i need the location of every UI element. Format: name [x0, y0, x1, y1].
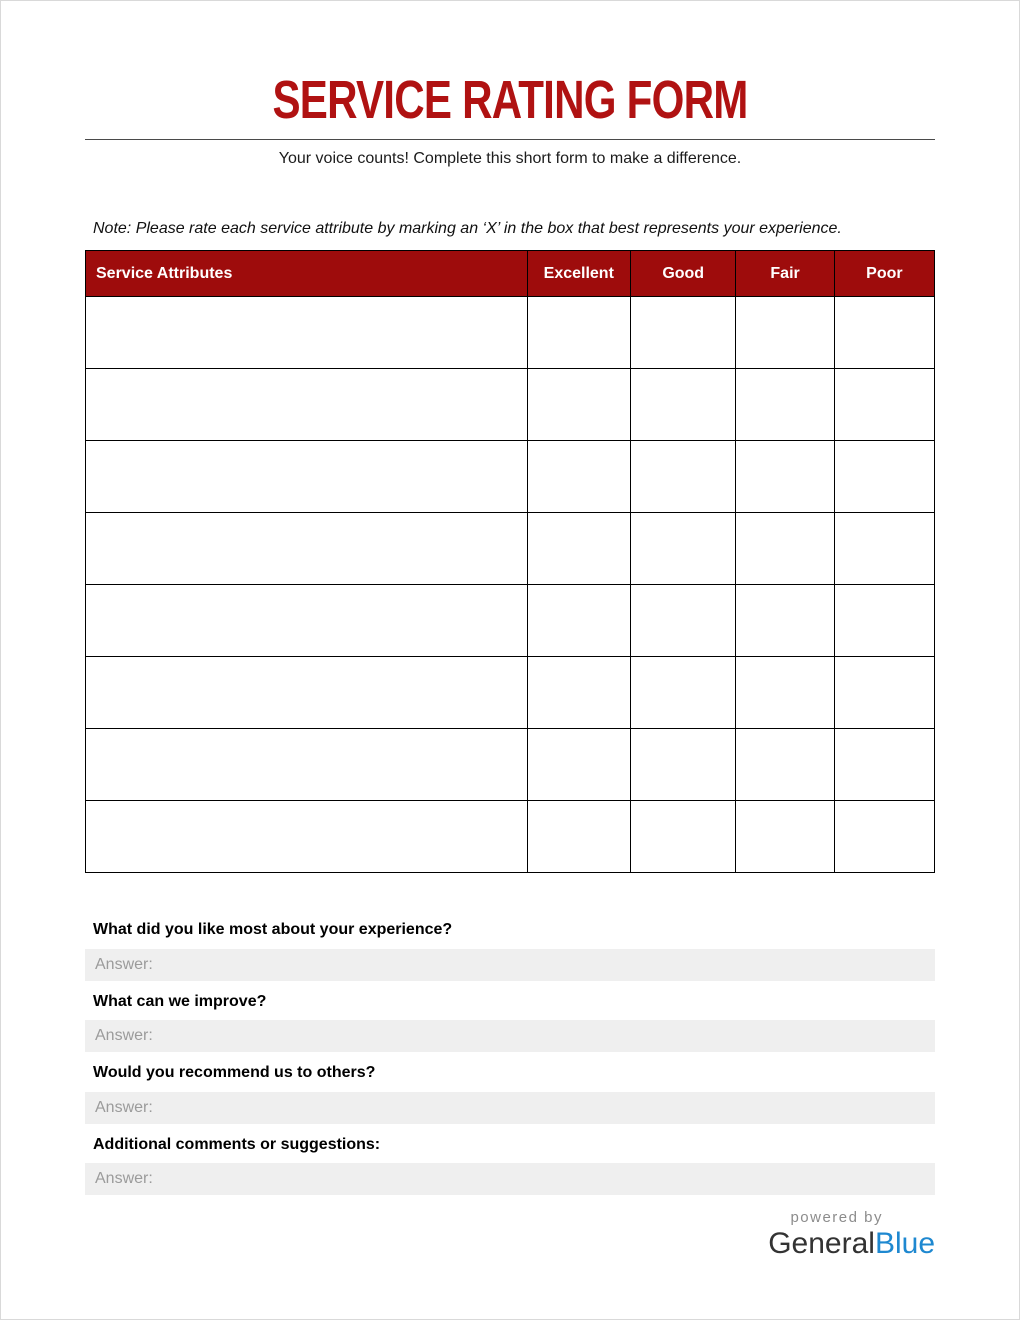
title-divider	[85, 139, 935, 140]
question-label-recommend: Would you recommend us to others?	[93, 1064, 376, 1082]
rating-cell-good[interactable]	[631, 729, 736, 801]
footer-brand	[85, 1209, 935, 1260]
column-header-service-attributes: Service Attributes	[86, 251, 528, 297]
rating-cell-fair[interactable]	[736, 585, 834, 657]
rating-cell-excellent[interactable]	[527, 297, 631, 369]
rating-cell-good[interactable]	[631, 513, 736, 585]
rating-cell-fair[interactable]	[736, 729, 834, 801]
rating-cell-excellent[interactable]	[527, 369, 631, 441]
attribute-cell[interactable]	[86, 585, 528, 657]
question-label-comments: Additional comments or suggestions:	[93, 1135, 381, 1153]
rating-cell-fair[interactable]	[736, 801, 834, 873]
rating-cell-fair[interactable]	[736, 297, 834, 369]
question-label-like-most: What did you like most about your experience?	[93, 921, 453, 938]
rating-cell-fair[interactable]	[736, 657, 834, 729]
answer-field-like-most[interactable]: Answer:	[85, 949, 935, 981]
rating-cell-poor[interactable]	[834, 585, 934, 657]
question-label-improve: What can we improve?	[93, 992, 267, 1010]
attribute-cell[interactable]	[86, 657, 528, 729]
rating-cell-excellent[interactable]	[527, 513, 631, 585]
instruction-note: Note: Please rate each service attribute by marking an ‘X’ in the box that best represents your experience.	[93, 220, 842, 237]
rating-cell-good[interactable]	[631, 369, 736, 441]
brand-blue-text: Blue	[874, 1227, 935, 1261]
answer-field-comments[interactable]: Answer:	[85, 1163, 935, 1195]
page-subtitle: Your voice counts! Complete this short form to make a difference.	[278, 150, 742, 167]
table-row	[86, 729, 935, 801]
table-row	[86, 441, 935, 513]
table-row	[86, 585, 935, 657]
answer-field-improve[interactable]: Answer:	[85, 1020, 935, 1052]
rating-cell-good[interactable]	[631, 585, 736, 657]
general-blue-logo	[85, 1227, 935, 1260]
column-header-poor: Poor	[834, 251, 934, 297]
rating-cell-poor[interactable]	[834, 729, 934, 801]
rating-cell-good[interactable]	[631, 441, 736, 513]
attribute-cell[interactable]	[86, 297, 528, 369]
questions-section	[85, 921, 935, 1195]
table-row	[86, 801, 935, 873]
rating-cell-poor[interactable]	[834, 513, 934, 585]
attribute-cell[interactable]	[86, 369, 528, 441]
powered-by-label: powered by	[790, 1209, 883, 1227]
page-content	[85, 70, 935, 1261]
rating-cell-poor[interactable]	[834, 801, 934, 873]
rating-cell-excellent[interactable]	[527, 729, 631, 801]
rating-cell-excellent[interactable]	[527, 801, 631, 873]
table-header-row	[86, 251, 935, 297]
table-row	[86, 513, 935, 585]
attribute-cell[interactable]	[86, 729, 528, 801]
table-row	[86, 657, 935, 729]
attribute-cell[interactable]	[86, 441, 528, 513]
rating-cell-excellent[interactable]	[527, 657, 631, 729]
attribute-cell[interactable]	[86, 513, 528, 585]
rating-cell-fair[interactable]	[736, 441, 834, 513]
rating-cell-fair[interactable]	[736, 369, 834, 441]
rating-table	[85, 250, 935, 873]
rating-cell-poor[interactable]	[834, 369, 934, 441]
attribute-cell[interactable]	[86, 801, 528, 873]
column-header-fair: Fair	[736, 251, 834, 297]
brand-general-text: General	[768, 1227, 875, 1261]
table-row	[86, 297, 935, 369]
rating-cell-good[interactable]	[631, 297, 736, 369]
page-title: SERVICE RATING FORM	[272, 70, 748, 130]
rating-cell-fair[interactable]	[736, 513, 834, 585]
rating-cell-excellent[interactable]	[527, 585, 631, 657]
answer-field-recommend[interactable]: Answer:	[85, 1092, 935, 1124]
table-row	[86, 369, 935, 441]
rating-cell-good[interactable]	[631, 657, 736, 729]
rating-cell-good[interactable]	[631, 801, 736, 873]
column-header-excellent: Excellent	[527, 251, 631, 297]
rating-cell-poor[interactable]	[834, 441, 934, 513]
column-header-good: Good	[631, 251, 736, 297]
rating-cell-poor[interactable]	[834, 657, 934, 729]
rating-cell-excellent[interactable]	[527, 441, 631, 513]
rating-cell-poor[interactable]	[834, 297, 934, 369]
